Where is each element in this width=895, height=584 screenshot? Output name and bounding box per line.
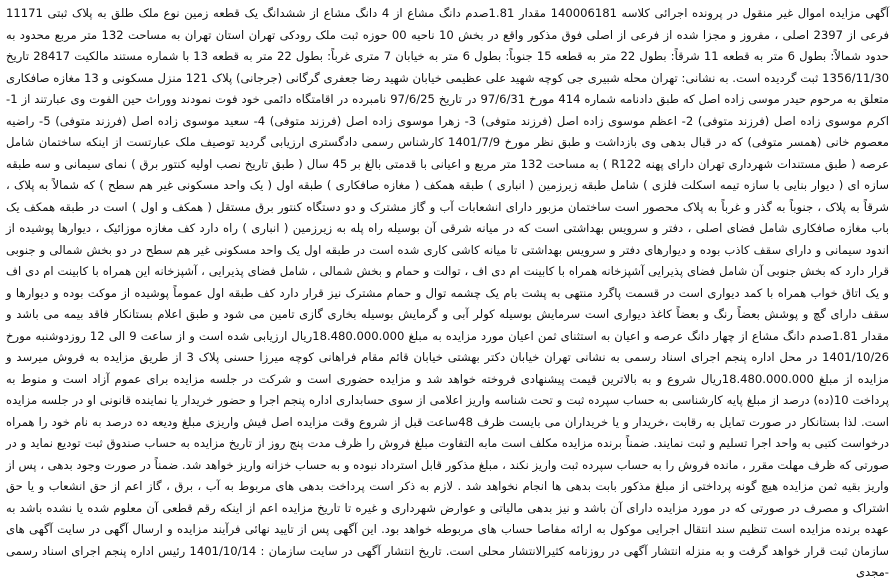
- notice-body-text: آگهی مزایده اموال غیر منقول در پرونده اجرائی کلاسه 140006181 مقدار 1.81صدم دانگ مشاع از 4 دانگ مشاع از ششدانگ یک قطعه زمین نوع ملک طلق به پلاک ثبتی 11171 فرعی از 2397 اصلی ، مفروز و مجزا شده از فرعی از اصلی فوق مذکور واقع در بخش 10 ناحیه 00 حوزه ثبت ملک رودکی تهران استان تهران به مساحت 132 متر مربع محدود به حدود شمالاً: بطول 6 متر به قطعه 11 شرقاً: بطول 22 متر به قطعه 15 جنوباً: بطول 6 متر به خیابان 7 متری غرباً: بطول 22 متر به قطعه 13 با شماره مستند مالکیت 28417 تاریخ 1356/11/30 ثبت گردیده است. به نشانی: تهران محله شبیری جی کوچه شهید علی عظیمی خیابان شهید رضا جعفری گرگانی (جرجانی) پلاک 121 منزل مسکونی و 13 مغازه صافکاری متعلق به مرحوم حیدر موسی زاده اصل که طبق دادنامه شماره 414 مورخ 97/6/31 در تاریخ 97/6/25 نامبرده در اقامتگاه دائمی خود فوت نمودند ووراث حین الفوت وی عبارتند از 1- اکرم موسوی زاده اصل (فرزند متوفی) 2- اعظم موسوی زاده اصل (فرزند متوفی) 3- زهرا موسوی زاده اصل (فرزند متوفی) 4- سعید موسوی زاده اصل (فرزند متوفی) 5- راضیه معصوم خانی (همسر متوفی) که در قبال بدهی وی بازداشت و طبق نظر مورخ 1401/7/9 کارشناس رسمی دادگستری ارزیابی گردید توصیف ملک عبارتست از اینکه ساختمان شامل عرصه ( طبق مستندات شهرداری تهران دارای پهنه R122 ) به مساحت 132 متر مربع و اعیانی با قدمتی بالغ بر 45 سال ( طبق تاریخ نصب اولیه کنتور برق ) نمای سیمانی و سه طبقه سازه ای ( دیوار بنایی با سازه تیمه اسکلت فلزی ) شامل طبقه زیرزمین ( انباری ) طبقه همکف ( مغازه صافکاری ) طبقه اول ( یک واحد مسکونی غیر هم سطح ) که شمالاً به پلاک ، شرقاً به پلاک ، جنوباً به گذر و غرباً به پلاک محصور است ساختمان مزبور دارای انشعابات آب و گاز مشترک و دو دستگاه کنتور برق مستقل ( همکف و اول ) است در طبقه همکف یک باب مغازه صافکاری شامل فضای اصلی ، دفتر و سرویس بهداشتی است که در میانه شرقی آن بوسیله راه پله به زیرزمین ( انباری ) راه دارد کف مغازه موزائیک ، دیوارها پوشیده از اندود سیمانی و دارای سقف کاذب بوده و دیوارهای دفتر و سرویس بهداشتی تا میانه کاشی کاری شده است در طبقه اول یک واحد مسکونی غیر هم سطح در دو بخش شمالی و جنوبی قرار دارد که بخش جنوبی آن شامل فضای پذیرایی آشپزخانه همراه با کابینت ام دی اف ، توالت و حمام و بخش شمالی ، شامل فضای پذیرایی ، آشپزخانه این همراه با کابینت ام دی اف و یک اتاق خواب همراه با کمد دیواری است در قسمت پاگرد منتهی به پشت بام یک چشمه توال و حمام مشترک نیز قرار دارد کف طبقه اول عموماً پوشیده از موکت بوده و دیوارها و سقف دارای گچ و پوشش بعضاً رنگ و بعضاً کاغذ دیواری است سرمایش بوسیله کولر آبی و گرمایش بوسیله بخاری گازی تامین می شود و طبق اعلام بستانکار فاقد بیمه می باشد و مقدار 1.81صدم دانگ مشاع از چهار دانگ عرصه و اعیان به استثنای ثمن اعیان مورد مزایده به مبلغ 18.480.000.000ریال ارزیابی شده است و از ساعت 9 الی 12 روزدوشنبه مورخ 1401/10/26 در محل اداره پنجم اجرای اسناد رسمی به نشانی تهران خیابان دکتر بهشتی خیابان قائم مقام فراهانی کوچه میرزا حسنی پلاک 3 از طریق مزایده به فروش میرسد و مزایده از مبلغ 18.480.000.000ریال شروع و به بالاترین قیمت پیشنهادی فروخته خواهد شد و مزایده حضوری است و شرکت در جلسه مزایده برای عموم آزاد است و منوط به پرداخت 10(ده) درصد از مبلغ پایه کارشناسی به حساب سپرده ثبت و تحت شناسه واریز اعلامی از سوی حسابداری اداره پنجم اجرا و حضور خریدار یا نماینده قانونی او در جلسه مزایده است. لذا بستانکار در صورت تمایل به رقابت ،خریدار و یا خریداران می بایست ظرف 48ساعت قبل از شروع وقت مزایده اصل فیش واریزی مبلغ ودیعه ده درصد به نام خود را همراه درخواست کتبی به واحد اجرا تسلیم و ثبت نمایند. ضمناً برنده مزایده مکلف است مابه التفاوت مبلغ فروش را ظرف مدت پنج روز از تاریخ مزایده به حساب صندوق ثبت تودیع نماید و در صورتی که ظرف مهلت مقرر ، مانده فروش را به حساب سپرده ثبت واریز نکند ، مبلغ مذکور قابل استرداد نبوده و به حساب خزانه واریز خواهد شد. ضمناً در صورت وجود بدهی ، پس از واریز بقیه ثمن مزایده هیچ گونه پرداختی از مبلغ مذکور بابت بدهی ها انجام نخواهد شد . لازم به ذکر است پرداخت بدهی های مربوط به آب ، برق ، گاز اعم از حق انشعاب و یا حق اشتراک و مصرف در صورتی که در مورد مزایده دارای آن باشد و نیز بدهی مالیاتی و عوارض شهرداری و غیره تا تاریخ مزایده اعم از اینکه رقم قطعی آن معلوم شده یا نشده باشد به عهده برنده مزایده است تنظیم سند انتقال اجرایی موکول به ارائه مفاصا حساب های مربوطه خواهد بود. این آگهی پس از تایید نهائی فرآیند مزایده و ارسال آگهی در سایت آگهی های سازمان ثبت قرار خواهد گرفت و به منزله انتشار آگهی در روزنامه کثیرالانتشار محلی است. تاریخ انتشار آگهی در سایت سازمان : 1401/10/14 رئیس اداره پنجم اجرای اسناد رسمی -مجدی: [6, 6, 890, 579]
